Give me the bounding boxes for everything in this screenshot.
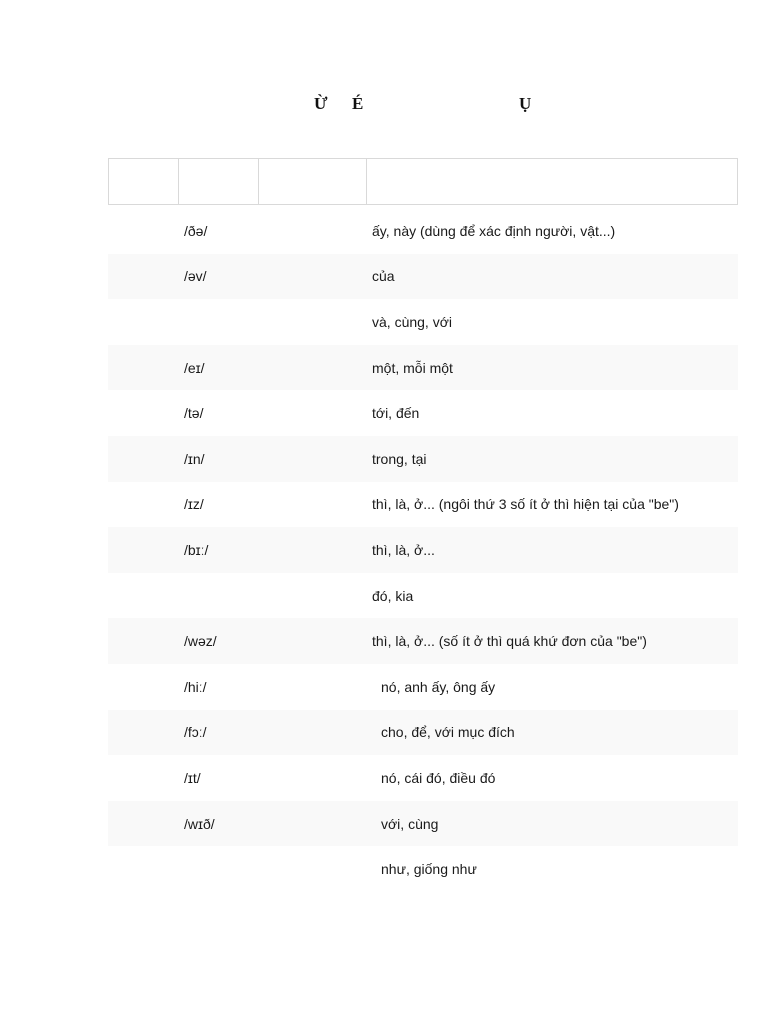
meaning-cell: đó, kia: [372, 587, 414, 604]
table-header-cell: [179, 159, 259, 204]
ipa-cell: /ɪt/: [184, 769, 201, 786]
meaning-cell: tới, đến: [372, 405, 420, 422]
ipa-cell: /bɪː/: [184, 541, 209, 558]
ipa-cell: /tə/: [184, 405, 204, 422]
table-row: [108, 208, 738, 254]
meaning-cell: và, cùng, với: [372, 313, 452, 330]
table-row: [108, 710, 738, 756]
table-header-cell: [109, 159, 179, 204]
ipa-cell: /ɪn/: [184, 450, 205, 467]
table-row: [108, 345, 738, 391]
ipa-cell: /wɪð/: [184, 815, 215, 832]
table-header-cell: [367, 159, 737, 204]
ipa-cell: /fɔː/: [184, 724, 207, 741]
table-header-cell: [259, 159, 367, 204]
ipa-cell: /ðə/: [184, 222, 208, 239]
table-row: [108, 390, 738, 436]
table-row: [108, 527, 738, 573]
meaning-cell: trong, tại: [372, 450, 427, 467]
table-row: [108, 664, 738, 710]
ipa-cell: /eɪ/: [184, 359, 205, 376]
table-row: [108, 254, 738, 300]
meaning-cell: nó, cái đó, điều đó: [381, 769, 496, 786]
title-char-2: É: [352, 94, 364, 113]
table-row: [108, 482, 738, 528]
table-row: [108, 436, 738, 482]
ipa-cell: /hiː/: [184, 678, 207, 695]
table-row: [108, 801, 738, 847]
table-row: [108, 573, 738, 619]
meaning-cell: ấy, này (dùng để xác định người, vật...): [372, 222, 616, 239]
table-row: [108, 846, 738, 892]
ipa-cell: /əv/: [184, 268, 207, 285]
meaning-cell: một, mỗi một: [372, 359, 453, 376]
meaning-cell: thì, là, ở...: [372, 541, 435, 558]
meaning-cell: thì, là, ở... (số ít ở thì quá khứ đơn của "be"): [372, 633, 647, 650]
title-char-3: Ụ: [519, 94, 532, 113]
meaning-cell: cho, để, với mục đích: [381, 724, 515, 741]
ipa-cell: /ɪz/: [184, 496, 204, 513]
meaning-cell: với, cùng: [381, 815, 439, 832]
meaning-cell: như, giống như: [381, 861, 477, 878]
meaning-cell: nó, anh ấy, ông ấy: [381, 678, 496, 695]
title-char-1: Ừ: [314, 94, 328, 113]
table-row: [108, 299, 738, 345]
meaning-cell: thì, là, ở... (ngôi thứ 3 số ít ở thì hiện tại của "be"): [372, 496, 679, 513]
table-row: [108, 755, 738, 801]
table-row: [108, 618, 738, 664]
meaning-cell: của: [372, 268, 395, 285]
table-header-row: [108, 158, 738, 205]
ipa-cell: /wəz/: [184, 633, 217, 650]
vocabulary-table: [108, 208, 738, 892]
